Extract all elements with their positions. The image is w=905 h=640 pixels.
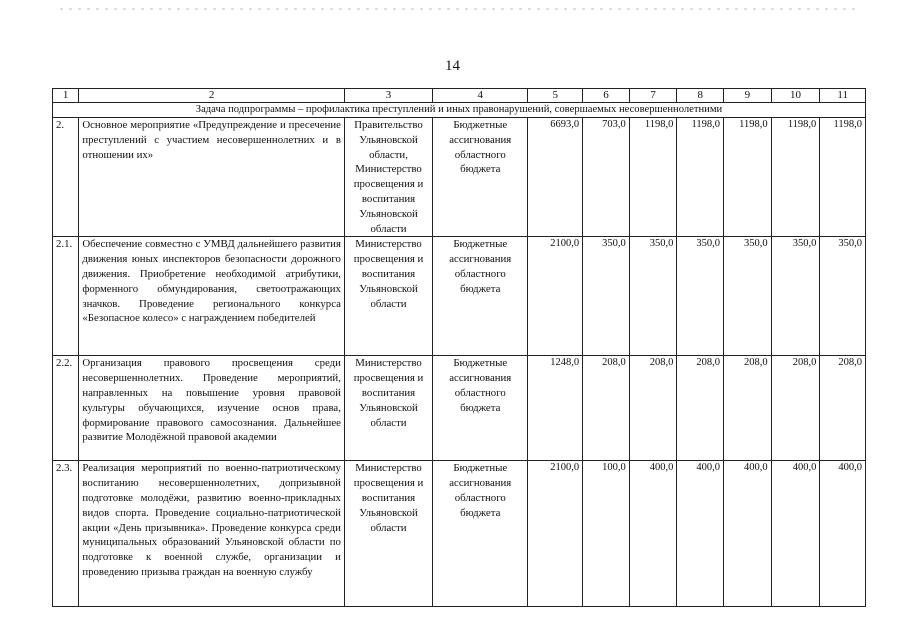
row-value-total: 6693,0 [528,118,583,237]
task-heading-row [53,103,866,118]
row-funding-source: Бюджетные ассигнования областного бюджета [433,118,528,237]
row-value-col7: 208,0 [629,356,677,461]
row-value-col10: 400,0 [771,461,820,607]
table-row [53,461,866,607]
row-value-col10: 208,0 [771,356,820,461]
row-value-total: 2100,0 [528,237,583,356]
row-description: Обеспечение совместно с УМВД дальнейшего развития движения юных инспекторов безопасности дорожного движения. Приобретение необходимой атрибутики, форменного обмундирования, светоотражающих значков. Проведение регионального конкурса «Безопасное колесо» с награждением победителей [79,237,345,356]
table-row [53,237,866,356]
row-value-col8: 400,0 [677,461,724,607]
row-value-col8: 350,0 [677,237,724,356]
row-value-col6: 350,0 [583,237,630,356]
row-value-col7: 1198,0 [629,118,677,237]
row-executor: Министерство просвещения и воспитания Ульяновской области [344,461,432,607]
task-heading: Задача подпрограммы – профилактика преступлений и иных правонарушений, совершаемых несовершеннолетними [53,103,866,118]
row-executor: Министерство просвещения и воспитания Ульяновской области [344,237,432,356]
row-number: 2.3. [53,461,79,607]
col-header-4: 4 [433,89,528,103]
row-value-col9: 400,0 [724,461,772,607]
row-description: Реализация мероприятий по военно-патриотическому воспитанию несовершеннолетних, допризывной подготовке молодёжи, развитию военно-прикладных видов спорта. Проведение социально-патриотической акции «День призывника». Проведение конкурса среди муниципальных образований Ульяновской области по подготовке к военной службе, организации и проведению призыва граждан на военную службу [79,461,345,607]
row-value-col11: 1198,0 [820,118,866,237]
row-value-col11: 350,0 [820,237,866,356]
col-header-11: 11 [820,89,866,103]
row-value-col7: 400,0 [629,461,677,607]
row-value-col10: 350,0 [771,237,820,356]
col-header-10: 10 [771,89,820,103]
row-value-col9: 208,0 [724,356,772,461]
row-value-col9: 1198,0 [724,118,772,237]
row-funding-source: Бюджетные ассигнования областного бюджета [433,237,528,356]
row-value-col10: 1198,0 [771,118,820,237]
row-description: Организация правового просвещения среди несовершеннолетних. Проведение мероприятий, направленных на повышение уровня правовой культуры обучающихся, изучение основ права, формирование правового самосознания. Дальнейшее развитие Молодёжной правовой академии [79,356,345,461]
col-header-3: 3 [344,89,432,103]
row-number: 2.2. [53,356,79,461]
table-row [53,118,866,237]
row-value-col7: 350,0 [629,237,677,356]
col-header-6: 6 [583,89,630,103]
column-number-row [53,89,866,103]
col-header-1: 1 [53,89,79,103]
row-value-col6: 703,0 [583,118,630,237]
col-header-9: 9 [724,89,772,103]
row-funding-source: Бюджетные ассигнования областного бюджета [433,356,528,461]
col-header-5: 5 [528,89,583,103]
program-table [52,88,866,607]
row-executor: Министерство просвещения и воспитания Ульяновской области [344,356,432,461]
row-value-col6: 100,0 [583,461,630,607]
row-value-col11: 400,0 [820,461,866,607]
page-number: 14 [445,58,460,74]
col-header-8: 8 [677,89,724,103]
col-header-2: 2 [79,89,345,103]
row-value-col6: 208,0 [583,356,630,461]
row-value-col11: 208,0 [820,356,866,461]
col-header-7: 7 [629,89,677,103]
row-value-col9: 350,0 [724,237,772,356]
row-executor: Правительство Ульяновской области, Министерство просвещения и воспитания Ульяновской области [344,118,432,237]
row-description: Основное мероприятие «Предупреждение и пресечение преступлений с участием несовершеннолетних и в отношении их» [79,118,345,237]
row-value-col8: 208,0 [677,356,724,461]
row-funding-source: Бюджетные ассигнования областного бюджета [433,461,528,607]
scan-artifact-line [60,8,860,10]
row-number: 2. [53,118,79,237]
table-row [53,356,866,461]
row-value-col8: 1198,0 [677,118,724,237]
row-value-total: 1248,0 [528,356,583,461]
row-value-total: 2100,0 [528,461,583,607]
row-number: 2.1. [53,237,79,356]
